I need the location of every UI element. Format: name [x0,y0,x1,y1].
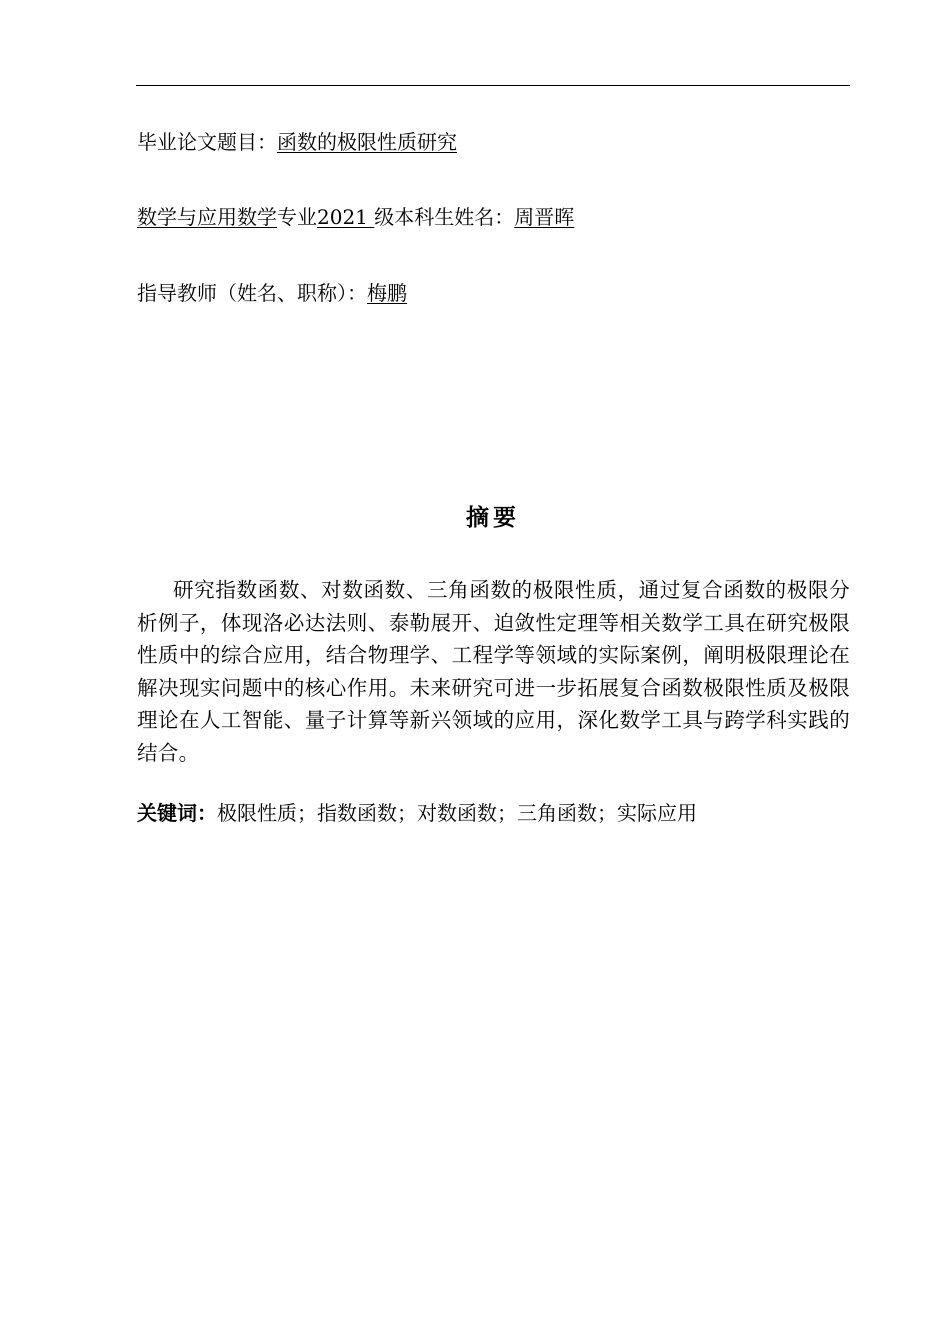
advisor-name: 梅鹏 [367,281,407,305]
keywords-label: 关键词： [137,801,217,825]
advisor-label: 指导教师（姓名、职称）： [137,281,367,305]
student-name: 周晋晖 [514,205,575,229]
abstract-body: 研究指数函数、对数函数、三角函数的极限性质，通过复合函数的极限分析例子，体现洛必达法则、泰勒展开、迫敛性定理等相关数学工具在研究极限性质中的综合应用，结合物理学、工程学等领域的实际案例，阐明极限理论在解决现实问题中的核心作用。未来研究可进一步拓展复合函数极限性质及极限理论在人工智能、量子计算等新兴领域的应用，深化数学工具与跨学科实践的结合。 [137,578,850,765]
keywords-list: 极限性质；指数函数；对数函数；三角函数；实际应用 [217,801,697,825]
thesis-title-label: 毕业论文题目： [137,130,277,154]
year-value: 2021 [317,205,375,229]
keywords-line [137,800,697,826]
student-info-line [137,204,574,230]
header-rule [136,85,850,86]
abstract-heading: 摘要 [466,505,520,531]
advisor-line [137,280,407,306]
thesis-title-line [137,129,457,155]
major-value: 数学与应用数学 [137,205,277,229]
thesis-title-value: 函数的极限性质研究 [277,130,457,154]
major-suffix: 专业 [277,205,317,229]
student-label: 级本科生姓名： [374,205,515,229]
